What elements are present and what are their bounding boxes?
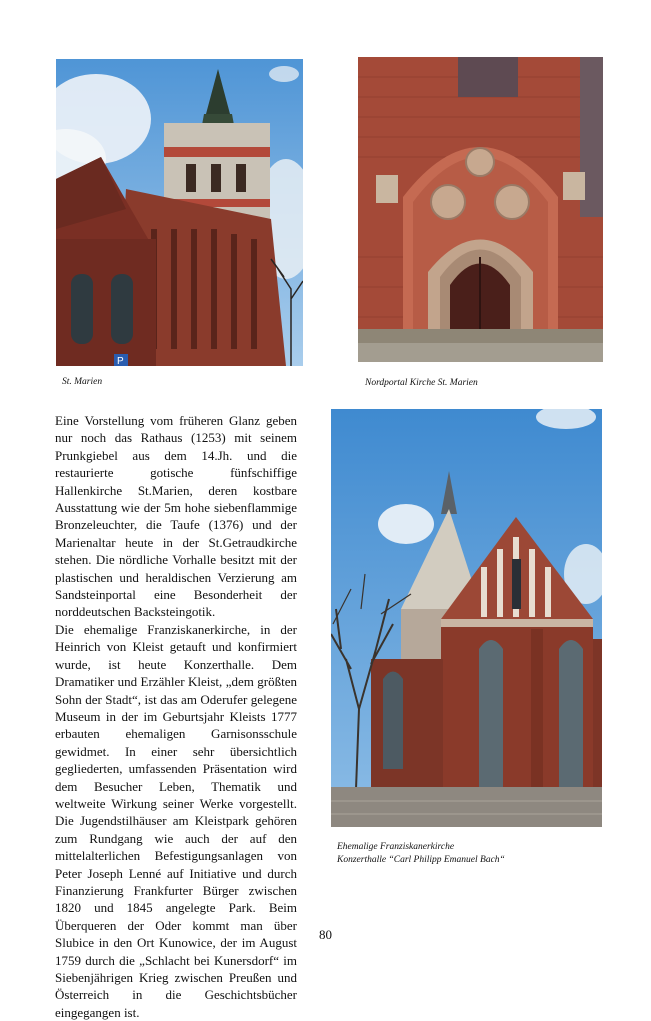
caption-franziskaner-line2: Konzerthalle “Carl Philipp Emanuel Bach“ — [337, 855, 505, 865]
photo-franziskanerkirche — [331, 409, 602, 827]
parking-sign-letter: P — [117, 356, 124, 366]
photo-nordportal — [358, 57, 603, 362]
paragraph-rathaus-marien: Eine Vorstellung vom früheren Glanz geben nur noch das Rathaus (1253) mit seinem Prunkgiebel aus dem 14.Jh. und die restaurierte gotische fünfschiffige Hallenkirche St.Marien, deren kostbare Ausstattung wie der 5m hohe siebenflammige Bronzeleuchter, die Taufe (1376) und der Marienaltar heute in der St.Getraudkirche stehen. Die nördliche Vorhalle besitzt mit der plastischen und heraldischen Verzierung am Sandsteinportal eine Besonderheit der norddeutschen Backsteingotik. — [55, 413, 297, 620]
caption-franziskaner-line1: Ehemalige Franziskanerkirche — [337, 842, 455, 852]
photo-st-marien — [56, 59, 303, 366]
page-number: 80 — [319, 927, 332, 942]
paragraph-franziskaner-kleist: Die ehemalige Franziskanerkirche, in der Heinrich von Kleist getauft und konfirmiert wurde, ist heute Konzerthalle. Dem Dramatiker und Erzähler Kleist, „dem größten Sohn der Stadt“, ist das am Oderufer gelegene Museum in der im Geburtsjahr Kleists 1777 erbauten ehemaligen Garnisonsschule gewidmet. In einer sehr übersichtlich gegliederten, umfassenden Präsentation wird dem Besucher Leben, Thematik und weltweite Wirkung seiner Werke vorgestellt. Die Jugendstilhäuser am Kleistpark gehören zum Rundgang wie auch der auf den mittelalterlichen Befestigungsanlagen von Peter Joseph Lenné auf Initiative und durch Finanzierung Frankfurter Bürger zwischen 1820 und 1845 angelegte Park. Beim Überqueren der Oder kommt man über Slubice in den Ort Kunowice, der im August 1759 durch die „Schlacht bei Kunersdorf“ im Siebenjährigen Krieg zwischen Preußen und Österreich in die Geschichtsbücher eingegangen ist. — [55, 621, 297, 1020]
caption-nordportal: Nordportal Kirche St. Marien — [365, 378, 478, 388]
caption-st-marien: St. Marien — [62, 377, 103, 387]
